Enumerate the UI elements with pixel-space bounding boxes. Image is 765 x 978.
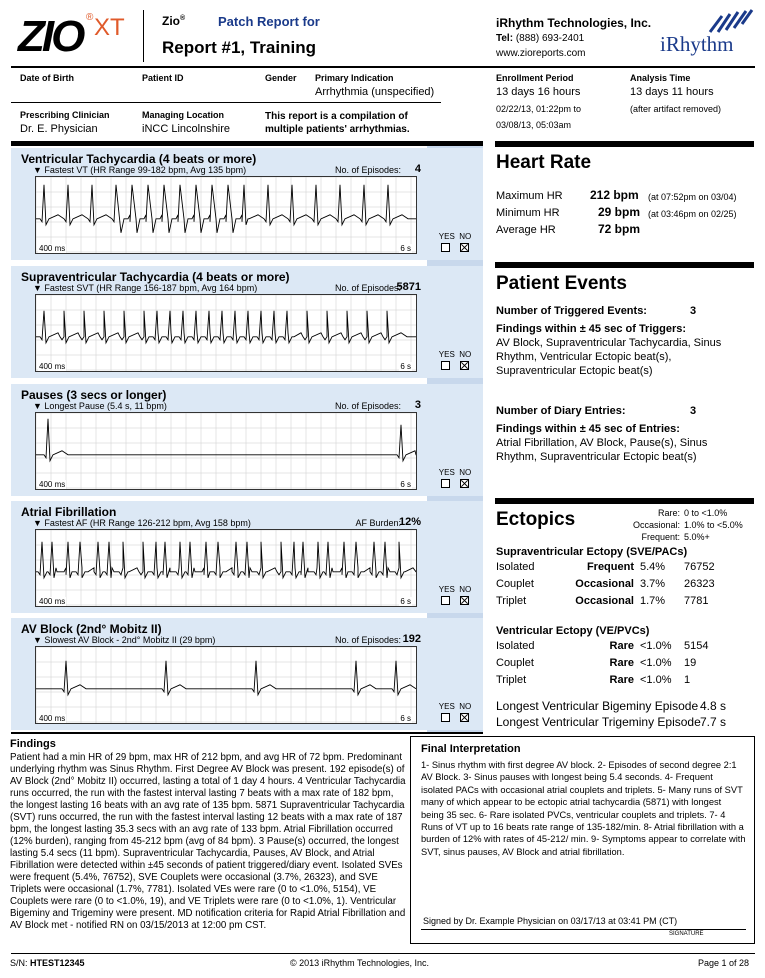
- location-value: iNCC Lincolnshire: [142, 123, 231, 135]
- strip-title: AV Block (2nd° Mobitz II): [21, 622, 162, 636]
- yes-label: YES: [438, 585, 455, 594]
- scale-seconds-label: 6 s: [400, 362, 411, 371]
- analysis-label: Analysis Time: [630, 73, 691, 83]
- strip-title: Atrial Fibrillation: [21, 505, 117, 519]
- strip-subtitle: ▼ Fastest AF (HR Range 126-212 bpm, Avg 158 bpm): [33, 518, 251, 528]
- strip-subtitle: ▼ Fastest VT (HR Range 99-182 bpm, Avg 135 bpm): [33, 165, 247, 175]
- ecg-strip-af: [11, 501, 483, 613]
- triggered-label: Number of Triggered Events:: [496, 305, 647, 317]
- sve-pct: 1.7%: [640, 595, 666, 607]
- patient-id-label: Patient ID: [142, 73, 184, 83]
- yes-label: YES: [438, 350, 455, 359]
- avg-hr-value: 72 bpm: [598, 222, 641, 236]
- legend-value: 1.0% to <5.0%: [684, 520, 743, 530]
- clinician-label: Prescribing Clinician: [20, 110, 110, 120]
- signed-line: Signed by Dr. Example Physician on 03/17/13 at 03:41 PM (CT): [423, 916, 678, 926]
- ve-freq: Rare: [609, 640, 634, 652]
- legend-key: Occasional:: [632, 520, 680, 530]
- no-label: NO: [459, 585, 472, 594]
- signature-label: SIGNATURE: [669, 931, 704, 937]
- ecg-trace-box: [35, 176, 417, 254]
- logo-reg: ®: [86, 12, 94, 23]
- no-label: NO: [459, 468, 472, 477]
- sve-pct: 5.4%: [640, 561, 666, 573]
- ve-n: 19: [684, 657, 697, 669]
- ecg-strip-avb: [11, 618, 483, 730]
- ecg-waveform: [36, 413, 416, 489]
- trigger-findings-label: Findings within ± 45 sec of Triggers:: [496, 323, 687, 335]
- legend-key: Frequent:: [641, 532, 680, 542]
- heart-rate-bar: [495, 141, 754, 147]
- strip-count-label: No. of Episodes:: [334, 401, 401, 411]
- ecg-trace-box: [35, 294, 417, 372]
- scale-seconds-label: 6 s: [400, 597, 411, 606]
- strips-top-bar: [11, 141, 483, 146]
- ecg-waveform: [36, 177, 416, 253]
- strip-count: 3: [414, 399, 421, 411]
- strip-title: Pauses (3 secs or longer): [21, 388, 167, 402]
- yes-no-boxes: [435, 361, 475, 370]
- diary-findings: Atrial Fibrillation, AV Block, Pause(s), Sinus Rhythm, Supraventricular Ectopic beat(s): [496, 437, 708, 463]
- patient-rule: [11, 102, 441, 103]
- strip-title: Supraventricular Tachycardia (4 beats or more): [21, 270, 290, 284]
- ecg-waveform: [36, 295, 416, 371]
- final-interpretation-box: [410, 736, 755, 944]
- yes-checkbox[interactable]: [441, 479, 450, 488]
- scale-seconds-label: 6 s: [400, 480, 411, 489]
- no-checkbox-checked[interactable]: [460, 361, 469, 370]
- scale-ms-label: 400 ms: [39, 714, 66, 723]
- max-hr-note: (at 07:52pm on 03/04): [648, 192, 737, 202]
- strip-count-label: AF Burden:: [355, 518, 401, 528]
- ecg-strip-svt: [11, 266, 483, 378]
- ecg-waveform: [36, 647, 416, 723]
- header-divider: [143, 10, 144, 62]
- ecg-strip-pause: [11, 384, 483, 496]
- no-label: NO: [459, 702, 472, 711]
- final-text: 1- Sinus rhythm with first degree AV block. 2- Episodes of second degree 2:1 AV Block. 3- Sinus pauses with longest being 5.4 seconds. 4- Frequent isolated PACs with occasional atrial couplets and triplets. 5- Many runs of SVT many of which appear to be ectopic atrial tachycardia (5871) with longest being 35 sec. 6- Rare isolated PVCs, ventricular couplets and triplets. 7- 4 Runs of VT up to 16 beats rate range of 135-182/min. 8- Atrial fibrillation with a burden of 12% with rates of 45-212/ min. 9- Symptoms appear to correlate with SVT, sinus pauses, AV Block and atrial fibrillation.: [421, 760, 746, 857]
- sve-freq: Frequent: [586, 561, 634, 573]
- diary-value: 3: [690, 405, 697, 417]
- irhythm-logo-text: iRhythm: [660, 32, 734, 56]
- strip-count: 192: [402, 633, 421, 645]
- ve-n: 5154: [684, 640, 709, 652]
- diary-label: Number of Diary Entries:: [496, 405, 626, 417]
- yes-no-labels: [435, 350, 475, 359]
- sve-name: Couplet: [496, 578, 534, 590]
- yes-no-labels: [435, 468, 475, 477]
- enrollment-start: 02/22/13, 01:22pm to: [496, 104, 582, 114]
- ecg-waveform: [36, 530, 416, 606]
- yes-checkbox[interactable]: [441, 713, 450, 722]
- yes-label: YES: [438, 468, 455, 477]
- strip-count-label: No. of Episodes:: [334, 635, 401, 645]
- sve-pct: 3.7%: [640, 578, 666, 590]
- yes-no-boxes: [435, 479, 475, 488]
- ve-name: Isolated: [496, 640, 535, 652]
- sve-name: Triplet: [496, 595, 527, 607]
- indication-label: Primary Indication: [315, 73, 394, 83]
- trigeminy-value: 7.7 s: [700, 715, 727, 729]
- yes-checkbox[interactable]: [441, 243, 450, 252]
- sve-n: 7781: [684, 595, 709, 607]
- bigeminy-value: 4.8 s: [700, 699, 727, 713]
- company-web: www.zioreports.com: [496, 48, 586, 59]
- ecg-trace-box: [35, 412, 417, 490]
- copyright: © 2013 iRhythm Technologies, Inc.: [290, 958, 430, 968]
- no-checkbox-checked[interactable]: [460, 596, 469, 605]
- ve-pct: <1.0%: [640, 640, 672, 652]
- zio-xt-logo: [14, 10, 130, 60]
- strips-bottom-rule: [11, 732, 483, 734]
- patient-events-bar: [495, 262, 754, 268]
- ve-title: Ventricular Ectopy (VE/PVCs): [496, 625, 650, 637]
- scale-seconds-label: 6 s: [400, 714, 411, 723]
- clinician-value: Dr. E. Physician: [20, 123, 98, 135]
- product-name: Zio®: [162, 14, 186, 28]
- final-title: Final Interpretation: [421, 743, 521, 755]
- ve-freq: Rare: [609, 657, 634, 669]
- footer-rule: [11, 953, 755, 954]
- enrollment-label: Enrollment Period: [496, 73, 574, 83]
- ecg-trace-box: [35, 646, 417, 724]
- scale-ms-label: 400 ms: [39, 362, 66, 371]
- location-label: Managing Location: [142, 110, 224, 120]
- strip-count-label: No. of Episodes:: [334, 283, 401, 293]
- yes-no-boxes: [435, 596, 475, 605]
- gender-label: Gender: [265, 73, 297, 83]
- legend-value: 5.0%+: [684, 532, 710, 542]
- indication-value: Arrhythmia (unspecified): [315, 86, 435, 98]
- yes-no-labels: [435, 232, 475, 241]
- legend-key: Rare:: [657, 508, 680, 518]
- company-tel: Tel: (888) 693-2401: [496, 33, 585, 44]
- trigeminy-label: Longest Ventricular Trigeminy Episode: [496, 715, 701, 729]
- strip-title: Ventricular Tachycardia (4 beats or more): [21, 152, 257, 166]
- min-hr-note: (at 03:46pm on 02/25): [648, 209, 737, 219]
- enrollment-end: 03/08/13, 05:03am: [496, 120, 572, 130]
- strip-count: 4: [414, 163, 421, 175]
- ve-n: 1: [684, 674, 691, 686]
- sve-freq: Occasional: [575, 595, 634, 607]
- avg-hr-label: Average HR: [496, 224, 556, 236]
- min-hr-value: 29 bpm: [598, 205, 641, 219]
- analysis-note: (after artifact removed): [630, 104, 722, 114]
- yes-checkbox[interactable]: [441, 596, 450, 605]
- findings-text: Patient had a min HR of 29 bpm, max HR of 212 bpm, and avg HR of 72 bpm. Predominant underlying rhythm was Sinus Rhythm. First Degree AV Block was present. 192 episode(s) of AV Block (2nd° Mobitz II) occurred, lasting a total of 1 day 4 hours. 4 Ventricular Tachycardia runs occurred, the run with the fastest interval lasting 7 beats with a max rate of 182 bpm, the longest lasting 16 beats with an avg rate of 135 bpm. 5871 Supraventricular Tachycardia (SVT) runs occurred, the run with the fastest interval lasting 12 beats with a max rate of 187 bpm, the longest lasting 35.3 secs with an avg rate of 133 bpm. Atrial Fibrillation occurred (12% burden), ranging from 45-212 bpm (avg of 84 bpm). 3 Pause(s) occurred, the longest lasting 5.4 secs (11 bpm). Supraventricular Tachycardia, Pauses, AV Block, and Atrial Fibrillation were detected within ±45 seconds of patient triggered/diary event. Isolated SVEs were frequent (5.4%, 76752), SVE Couplets were occasional (3.7%, 26323), and SVE Triplets were occasional (1.7%, 7781). Isolated VEs were rare (0 to <1.0%, 5154), VE Couplets were rare (0 to <1.0%, 19), and VE Triplets were rare (0 to <1.0%, 1). Ventricular Bigeminy and Trigeminy were present. MD notification criteria for Rapid Atrial Fibrillation and AV Block met - notified RN on 03/15/2013 at 12:00 pm CST.: [10, 752, 406, 931]
- max-hr-label: Maximum HR: [496, 190, 563, 202]
- header-rule: [11, 66, 755, 68]
- no-label: NO: [459, 350, 472, 359]
- sve-n: 26323: [684, 578, 715, 590]
- signature-rule: [421, 929, 746, 930]
- ecg-strip-vt: [11, 148, 483, 260]
- ecg-path: [36, 311, 416, 343]
- ve-freq: Rare: [609, 674, 634, 686]
- compilation-note: This report is a compilation of multiple patients' arrhythmias.: [265, 111, 410, 135]
- yes-label: YES: [438, 232, 455, 241]
- serial-number: S/N: HTEST12345: [10, 958, 85, 968]
- yes-no-labels: [435, 585, 475, 594]
- legend-value: 0 to <1.0%: [684, 508, 728, 518]
- ve-pct: <1.0%: [640, 657, 672, 669]
- ectopics-bar: [495, 498, 754, 504]
- no-label: NO: [459, 232, 472, 241]
- scale-ms-label: 400 ms: [39, 244, 66, 253]
- logo-suffix: XT: [94, 14, 125, 41]
- ecg-path: [36, 661, 416, 695]
- logo-brand: ZIO: [18, 12, 83, 61]
- no-checkbox-checked[interactable]: [460, 243, 469, 252]
- yes-no-boxes: [435, 713, 475, 722]
- page-number: Page 1 of 28: [698, 958, 750, 968]
- sve-freq: Occasional: [575, 578, 634, 590]
- yes-no-labels: [435, 702, 475, 711]
- ectopics-title: Ectopics: [496, 509, 576, 530]
- sve-name: Isolated: [496, 561, 535, 573]
- scale-ms-label: 400 ms: [39, 597, 66, 606]
- strip-subtitle: ▼ Slowest AV Block - 2nd° Mobitz II (29 bpm): [33, 635, 216, 645]
- max-hr-value: 212 bpm: [590, 188, 639, 202]
- report-type: Patch Report for: [218, 14, 320, 29]
- no-checkbox-checked[interactable]: [460, 713, 469, 722]
- company-name: iRhythm Technologies, Inc.: [496, 16, 652, 30]
- yes-no-boxes: [435, 243, 475, 252]
- strip-subtitle: ▼ Longest Pause (5.4 s, 11 bpm): [33, 401, 167, 411]
- ve-name: Couplet: [496, 657, 534, 669]
- strip-count: 12%: [398, 516, 421, 528]
- scale-seconds-label: 6 s: [400, 244, 411, 253]
- scale-ms-label: 400 ms: [39, 480, 66, 489]
- heart-rate-title: Heart Rate: [496, 152, 592, 173]
- findings-title: Findings: [10, 738, 56, 750]
- strip-count-label: No. of Episodes:: [334, 165, 401, 175]
- ecg-path: [36, 419, 416, 461]
- sve-n: 76752: [684, 561, 715, 573]
- enrollment-duration: 13 days 16 hours: [496, 86, 581, 98]
- ve-name: Triplet: [496, 674, 527, 686]
- bigeminy-label: Longest Ventricular Bigeminy Episode: [496, 699, 699, 713]
- analysis-duration: 13 days 11 hours: [630, 86, 714, 98]
- triggered-value: 3: [690, 305, 697, 317]
- trigger-findings: AV Block, Supraventricular Tachycardia, Sinus Rhythm, Ventricular Ectopic beat(s), Supraventricular Ectopic beat(s): [496, 337, 722, 377]
- report-name: Report #1, Training: [162, 38, 316, 57]
- ve-pct: <1.0%: [640, 674, 672, 686]
- ecg-trace-box: [35, 529, 417, 607]
- strip-count: 5871: [396, 281, 421, 293]
- min-hr-label: Minimum HR: [496, 207, 560, 219]
- irhythm-logo: [660, 8, 755, 58]
- sve-title: Supraventricular Ectopy (SVE/PACs): [496, 546, 688, 558]
- diary-findings-label: Findings within ± 45 sec of Entries:: [496, 423, 680, 435]
- strip-subtitle: ▼ Fastest SVT (HR Range 156-187 bpm, Avg 164 bpm): [33, 283, 258, 293]
- yes-label: YES: [438, 702, 455, 711]
- patient-events-title: Patient Events: [496, 273, 627, 294]
- dob-label: Date of Birth: [20, 73, 74, 83]
- yes-checkbox[interactable]: [441, 361, 450, 370]
- no-checkbox-checked[interactable]: [460, 479, 469, 488]
